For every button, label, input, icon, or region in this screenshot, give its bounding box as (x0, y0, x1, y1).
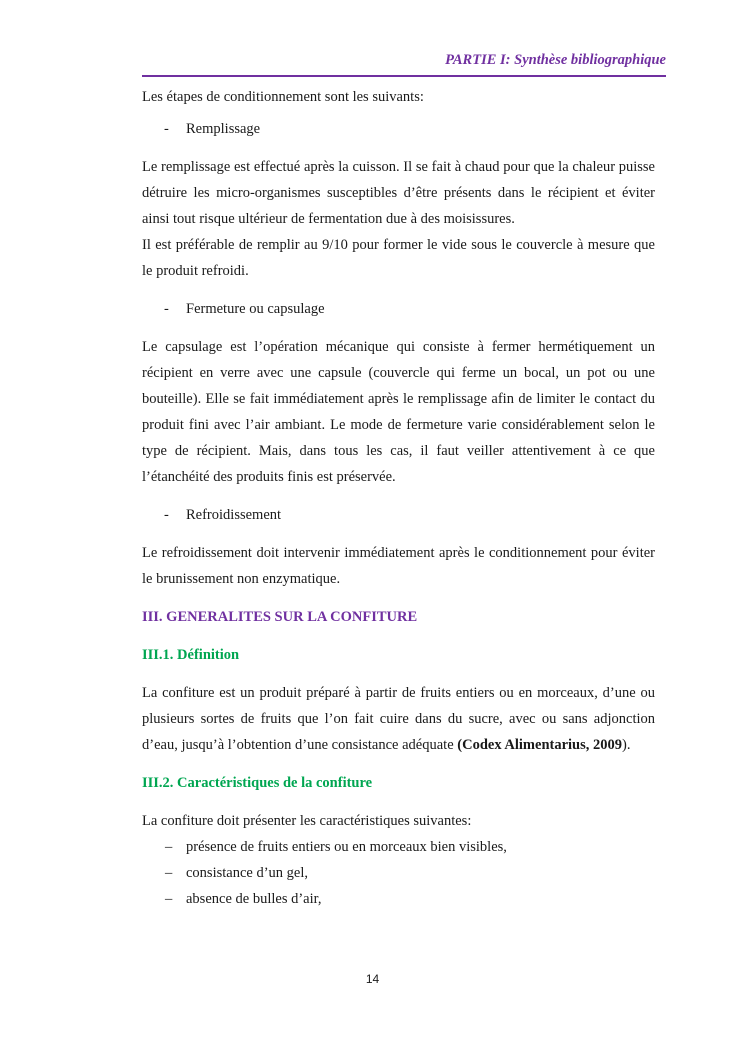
bullet-mark: - (164, 121, 169, 137)
bullet-mark: - (164, 507, 169, 523)
definition-paragraph (142, 680, 655, 758)
section-heading: III. GENERALITES SUR LA CONFITURE (142, 609, 418, 625)
list-item (142, 886, 655, 912)
list-item-text: présence de fruits entiers ou en morceaux bien visibles, (186, 839, 507, 855)
subsection-heading-definition: III.1. Définition (142, 647, 240, 663)
step-item-fermeture (142, 296, 655, 322)
running-header: PARTIE I: Synthèse bibliographique (445, 52, 666, 68)
citation-open: ( (457, 737, 463, 753)
step-title: Remplissage (186, 121, 261, 137)
intro-paragraph: Les étapes de conditionnement sont les suivants: (142, 89, 424, 105)
definition-text: La confiture est un produit préparé à partir de fruits entiers ou en morceaux, d’une ou plusieurs sortes de fruits que l’on fait cuire dans du sucre, avec ou sans adjonction d’eau, jusqu’à l’obtention d’une consistance adéquate (142, 685, 655, 753)
citation-close: ). (622, 737, 631, 753)
dash-mark: – (165, 865, 173, 881)
step-item-remplissage (142, 116, 655, 142)
characteristics-intro: La confiture doit présenter les caractéristiques suivantes: (142, 813, 472, 829)
paragraph: Il est préférable de remplir au 9/10 pour former le vide sous le couvercle à mesure que le produit refroidi. (142, 237, 655, 279)
step-item-refroidissement (142, 502, 655, 528)
step-title: Refroidissement (186, 507, 282, 523)
dash-mark: – (165, 839, 173, 855)
body-text (142, 84, 655, 912)
step-title: Fermeture ou capsulage (186, 301, 325, 317)
list-item-text: absence de bulles d’air, (186, 891, 322, 907)
page-number: 14 (365, 972, 380, 986)
bullet-mark: - (164, 301, 169, 317)
paragraph: Le remplissage est effectué après la cuisson. Il se fait à chaud pour que la chaleur puisse détruire les micro-organismes susceptibles d’être présents dans le récipient et éviter ainsi tout risque ultérieur de fermentation due à des moisissures. (142, 159, 655, 227)
citation: Codex Alimentarius, 2009 (462, 737, 623, 753)
header-rule (142, 75, 666, 77)
list-item-text: consistance d’un gel, (186, 865, 309, 881)
dash-mark: – (165, 891, 173, 907)
paragraph: Le refroidissement doit intervenir immédiatement après le conditionnement pour éviter le brunissement non enzymatique. (142, 545, 655, 587)
paragraph: Le capsulage est l’opération mécanique qui consiste à fermer hermétiquement un récipient en verre avec une capsule (couvercle qui ferme un bocal, un pot ou une bouteille). Elle se fait immédiatement après le remplissage afin de limiter le contact du produit fini avec l’air ambiant. Le mode de fermeture varie considérablement selon le type de récipient. Mais, dans tous les cas, il faut veiller attentivement à ce que l’étanchéité des produits finis est préservée. (142, 339, 655, 485)
list-item (142, 860, 655, 886)
list-item (142, 834, 655, 860)
subsection-heading-characteristics: III.2. Caractéristiques de la confiture (142, 775, 373, 791)
